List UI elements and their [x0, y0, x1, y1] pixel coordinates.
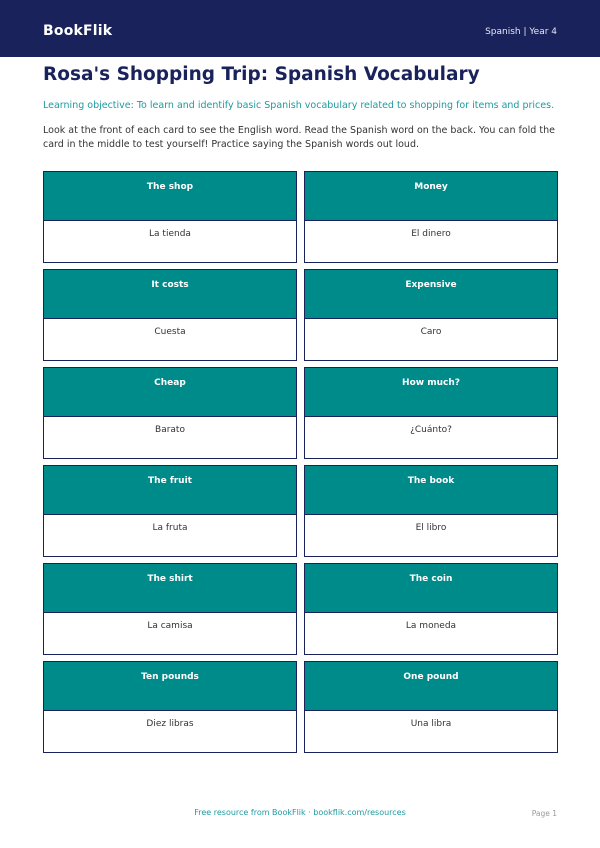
vocab-card: [304, 171, 558, 263]
card-front-english: One pound: [305, 662, 557, 711]
card-back-spanish: ¿Cuánto?: [410, 425, 452, 435]
card-front-english: Money: [305, 172, 557, 221]
page-number: Page 1: [531, 809, 557, 818]
instructions-text: Look at the front of each card to see the English word. Read the Spanish word on the back. You can fold the card in the middle to test yourself! Practice saying the Spanish words out loud.: [43, 125, 555, 150]
vocab-card: [43, 465, 297, 557]
vocab-card: [43, 661, 297, 753]
card-front-english: The fruit: [44, 466, 296, 515]
learning-objective: Learning objective: To learn and identify basic Spanish vocabulary related to shopping for items and prices.: [43, 100, 555, 111]
card-front-english: The shop: [44, 172, 296, 221]
brand-logo[interactable]: BookFlik: [43, 23, 113, 39]
vocab-card: [43, 563, 297, 655]
card-back-spanish: Caro: [420, 327, 442, 337]
vocab-card: [304, 465, 558, 557]
card-front-english: It costs: [44, 270, 296, 319]
card-back-spanish: El dinero: [411, 229, 451, 239]
card-back-spanish: Una libra: [410, 719, 452, 729]
card-front-english: How much?: [305, 368, 557, 417]
card-front-english: The shirt: [44, 564, 296, 613]
card-back-spanish: Barato: [155, 425, 185, 435]
card-back-spanish: Cuesta: [154, 327, 186, 337]
vocab-card: [43, 367, 297, 459]
card-front-english: The coin: [305, 564, 557, 613]
vocab-card: [304, 269, 558, 361]
card-back-spanish: El libro: [415, 523, 447, 533]
card-front-english: Ten pounds: [44, 662, 296, 711]
vocab-card: [43, 269, 297, 361]
card-front-english: Expensive: [305, 270, 557, 319]
vocab-card: [304, 661, 558, 753]
subject-year-label: Spanish | Year 4: [485, 27, 557, 37]
vocabulary-card-grid: [43, 171, 558, 753]
card-back-spanish: La tienda: [149, 229, 191, 239]
card-back-spanish: La fruta: [152, 523, 188, 533]
card-front-english: Cheap: [44, 368, 296, 417]
card-back-spanish: La camisa: [147, 621, 193, 631]
footer-credit-link[interactable]: Free resource from BookFlik · bookflik.com/resources: [194, 808, 406, 817]
vocab-card: [304, 563, 558, 655]
card-front-english: The book: [305, 466, 557, 515]
vocab-card: [43, 171, 297, 263]
vocab-card: [304, 367, 558, 459]
card-back-spanish: La moneda: [405, 621, 457, 631]
page-title: Rosa's Shopping Trip: Spanish Vocabulary: [43, 64, 480, 85]
top-banner: [0, 0, 600, 57]
card-back-spanish: Diez libras: [146, 719, 194, 729]
